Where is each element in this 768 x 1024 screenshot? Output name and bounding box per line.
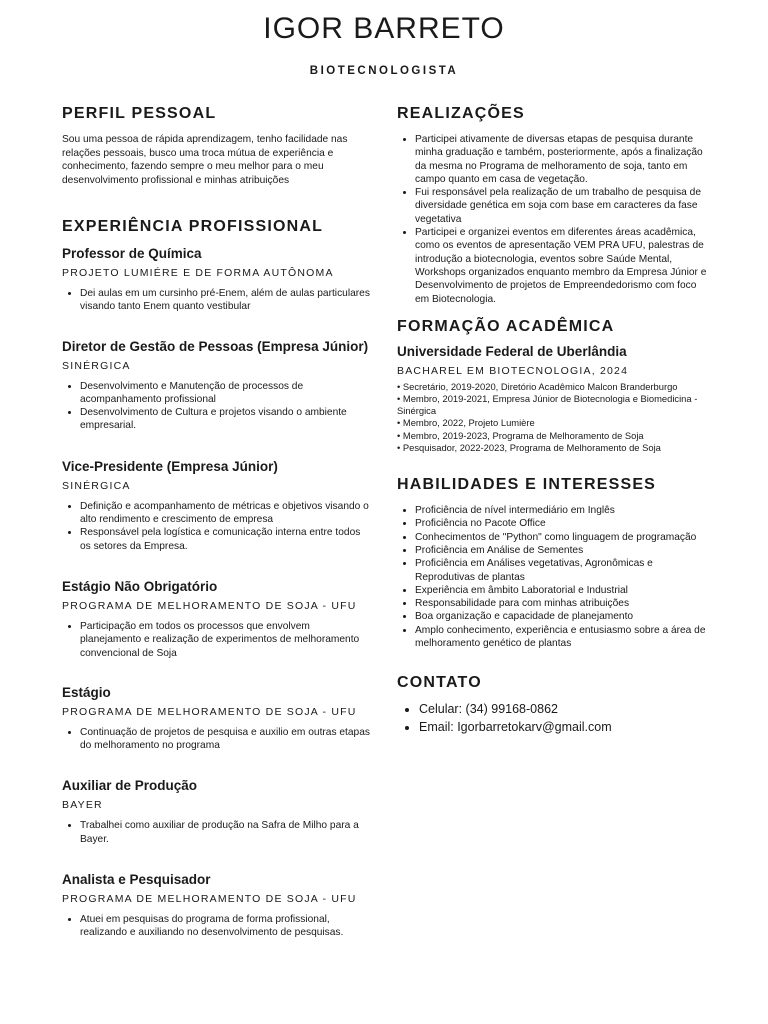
job-item [62,778,372,846]
job-bullet: • Desenvolvimento de Cultura e projetos visando o ambiente empresarial. [80,406,372,433]
realizacoes-bullets [397,133,712,306]
experiencia-title: EXPERIÊNCIA PROFISSIONAL [62,218,324,235]
job-title: Professor de Química [62,246,202,261]
job-company: PROGRAMA DE MELHORAMENTO DE SOJA - UFU [62,705,357,718]
habilidades-title: HABILIDADES E INTERESSES [397,476,657,494]
edu-items [397,381,712,454]
job-item [62,246,372,314]
job-title: Auxiliar de Produção [62,778,198,794]
job-bullet: • Atuei em pesquisas do programa de forma profissional, realizando e auxiliando no desenvolvimento de pesquisas. [80,913,372,940]
habilidades-bullets [397,504,712,650]
edu-item: • Membro, 2019-2021, Empresa Júnior de Biotecnologia e Biomedicina - Sinérgica [397,393,698,417]
habilidade-bullet: • Proficiência no Pacote Office [415,517,712,530]
job-title: Estágio Não Obrigatório [62,578,218,594]
realizacoes-title: REALIZAÇÕES [397,105,525,122]
job-bullet: • Responsável pela logística e comunicação interna entre todos os setores da Empresa. [80,526,372,553]
realizacao-bullet: • Participei e organizei eventos em diferentes áreas acadêmica, como os eventos de apresentação VEM PRA UFU, palestras de introdução a biotecnologia, eventos sobre Saúde Mental, Workshops organizados enquanto membro da Empresa Júnior e Desenvolvimento de projetos de Empreendedorismo com foco em Biotecnologia. [415,226,712,306]
job-company: SINÉRGICA [62,479,131,492]
left-column [62,105,372,940]
habilidade-bullet: • Proficiência de nível intermediário em Inglês [415,504,712,517]
job-bullets [62,380,372,433]
right-column [397,105,712,736]
job-item [62,579,372,660]
formacao-title: FORMAÇÃO ACADÊMICA [397,317,615,335]
habilidade-bullet: • Proficiência em Análise de Sementes [415,544,712,557]
edu-school: Universidade Federal de Uberlândia [397,343,627,359]
edu-item: • Membro, 2019-2023, Programa de Melhoramento de Soja [397,429,644,441]
job-item [62,685,372,753]
habilidade-bullet: • Conhecimentos de "Python" como linguagem de programação [415,531,712,544]
job-company: SINÉRGICA [62,359,131,372]
perfil-title: PERFIL PESSOAL [62,105,217,122]
job-company: PROJETO LUMIÉRE E DE FORMA AUTÔNOMA [62,267,334,279]
contato-email: • Email: Igorbarretokarv@gmail.com [419,718,712,736]
job-bullet: • Participação em todos os processos que envolvem planejamento e realização de experimentos de melhoramento convencional de Soja [80,620,372,660]
realizacao-bullet: • Fui responsável pela realização de um trabalho de pesquisa de diversidade genética em soja com base em caracteres da fase vegetativa [415,186,712,226]
job-bullets [62,913,372,940]
job-item [62,872,372,940]
habilidade-bullet: • Experiência em âmbito Laboratorial e Industrial [415,584,712,597]
contato-phone: • Celular: (34) 99168-0862 [419,700,712,718]
habilidade-bullet: • Amplo conhecimento, experiência e entusiasmo sobre a área de melhoramento genético de plantas [415,624,712,651]
job-company: PROGRAMA DE MELHORAMENTO DE SOJA - UFU [62,599,357,612]
perfil-text: Sou uma pessoa de rápida aprendizagem, tenho facilidade nas relações pessoais, busco uma troca mútua de experiência e conhecimento, fazendo sempre o meu melhor para o meu desenvolvimento profissional e minhas atribuições [62,134,348,186]
job-item [62,339,372,433]
job-bullets [62,726,372,753]
job-company: PROGRAMA DE MELHORAMENTO DE SOJA - UFU [62,893,357,906]
job-title: Vice-Presidente (Empresa Júnior) [62,458,278,474]
job-bullet: • Dei aulas em um cursinho pré-Enem, além de aulas particulares visando tanto Enem quanto vestibular [80,287,372,314]
job-bullets [62,287,372,314]
habilidade-bullet: • Boa organização e capacidade de planejamento [415,610,712,623]
resume-subtitle: BIOTECNOLOGISTA [309,65,459,77]
job-bullets [62,819,372,846]
habilidade-bullet: • Proficiência em Análises vegetativas, Agronômicas e Reprodutivas de plantas [415,557,712,584]
job-title: Analista e Pesquisador [62,872,211,888]
job-bullets [62,500,372,553]
edu-item: • Secretário, 2019-2020, Diretório Acadêmico Malcon Branderburgo [397,380,678,392]
job-bullet: • Trabalhei como auxiliar de produção na Safra de Milho para a Bayer. [80,819,372,846]
habilidade-bullet: • Responsabilidade para com minhas atribuições [415,597,712,610]
job-title: Diretor de Gestão de Pessoas (Empresa Júnior) [62,338,369,354]
contato-title: CONTATO [397,674,482,692]
edu-degree: BACHAREL EM BIOTECNOLOGIA, 2024 [397,364,629,377]
job-bullets [62,620,372,660]
job-bullet: • Desenvolvimento e Manutenção de processos de acompanhamento profissional [80,380,372,407]
edu-item: • Pesquisador, 2022-2023, Programa de Melhoramento de Soja [397,441,661,453]
resume-name: IGOR BARRETO [263,12,505,45]
job-company: BAYER [62,799,103,812]
job-bullet: • Definição e acompanhamento de métricas e objetivos visando o alto rendimento e crescimento de empresa [80,500,372,527]
job-item [62,459,372,553]
job-bullet: • Continuação de projetos de pesquisa e auxilio em outras etapas do melhoramento no programa [80,726,372,753]
contato-list [397,700,712,736]
edu-item: • Membro, 2022, Projeto Lumière [397,417,535,429]
job-title: Estágio [62,684,111,700]
realizacao-bullet: • Participei ativamente de diversas etapas de pesquisa durante minha graduação e também, posteriormente, após a finalização da mesma no Programa de melhoramento de soja, tanto em campo quanto em casa de vegetação. [415,133,712,186]
